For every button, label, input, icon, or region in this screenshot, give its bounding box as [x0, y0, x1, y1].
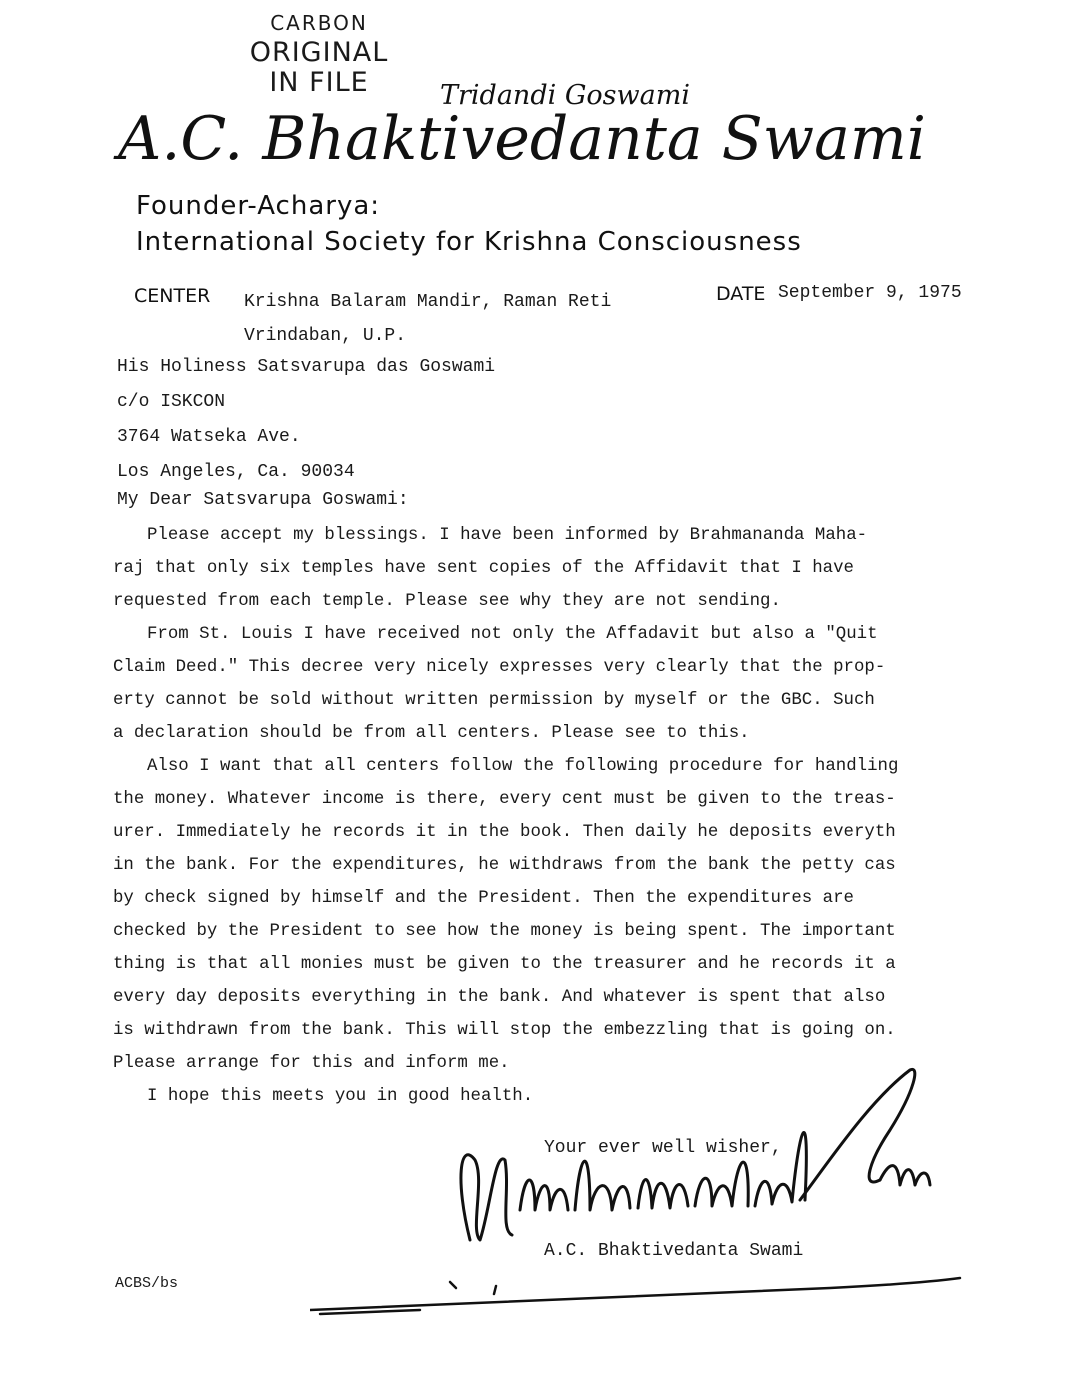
- recipient-line-4: Los Angeles, Ca. 90034: [117, 462, 355, 482]
- letterhead-name: A.C. Bhaktivedanta Swami: [118, 104, 926, 174]
- body-line: in the bank. For the expenditures, he withdraws from the bank the petty cas: [113, 856, 896, 875]
- body-line: I hope this meets you in good health.: [147, 1087, 534, 1106]
- reference-initials: ACBS/bs: [115, 1275, 179, 1292]
- carbon-stamp: [244, 8, 394, 98]
- body-line: the money. Whatever income is there, every cent must be given to the treas-: [113, 790, 896, 809]
- body-line: every day deposits everything in the bank. And whatever is spent that also: [113, 988, 886, 1007]
- body-line: urer. Immediately he records it in the book. Then daily he deposits everyth: [113, 823, 896, 842]
- body-line: thing is that all monies must be given to the treasurer and he records it a: [113, 955, 896, 974]
- center-address: [244, 285, 611, 353]
- stamp-line-1: CARBON: [270, 11, 368, 35]
- center-address-line-2: Vrindaban, U.P.: [244, 326, 407, 346]
- body-line: Also I want that all centers follow the following procedure for handling: [147, 757, 899, 776]
- body-line: raj that only six temples have sent copies of the Affidavit that I have: [113, 559, 854, 578]
- recipient-line-3: 3764 Watseka Ave.: [117, 427, 301, 447]
- recipient-line-2: c/o ISKCON: [117, 392, 226, 412]
- body-line: Please arrange for this and inform me.: [113, 1054, 510, 1073]
- recipient-address: [117, 350, 495, 490]
- stamp-line-2: ORIGINAL: [249, 37, 389, 68]
- date-value: September 9, 1975: [778, 283, 962, 303]
- letterhead-title: Tridandi Goswami: [440, 80, 690, 111]
- closing: Your ever well wisher,: [544, 1138, 782, 1158]
- signatory-name: A.C. Bhaktivedanta Swami: [544, 1241, 804, 1261]
- letterhead-founder: [136, 188, 802, 260]
- signature-underline: [310, 1268, 970, 1328]
- body-line: checked by the President to see how the money is being spent. The important: [113, 922, 896, 941]
- recipient-line-1: His Holiness Satsvarupa das Goswami: [117, 357, 496, 377]
- date-label: DATE: [716, 283, 766, 305]
- body-line: is withdrawn from the bank. This will stop the embezzling that is going on.: [113, 1021, 896, 1040]
- center-address-line-1: Krishna Balaram Mandir, Raman Reti: [244, 292, 612, 312]
- body-line: requested from each temple. Please see why they are not sending.: [113, 592, 781, 611]
- stamp-line-3: IN FILE: [269, 67, 369, 98]
- body-line: Please accept my blessings. I have been informed by Brahmananda Maha-: [147, 526, 868, 545]
- letter-body: [113, 519, 983, 1113]
- body-line: a declaration should be from all centers. Please see to this.: [113, 724, 750, 743]
- founder-line-1: Founder-Acharya:: [136, 191, 381, 221]
- founder-line-2: International Society for Krishna Consciousness: [136, 227, 802, 257]
- center-label: CENTER: [134, 285, 211, 307]
- body-line: by check signed by himself and the President. Then the expenditures are: [113, 889, 854, 908]
- body-line: erty cannot be sold without written permission by myself or the GBC. Such: [113, 691, 875, 710]
- body-line: From St. Louis I have received not only the Affadavit but also a "Quit: [147, 625, 878, 644]
- body-line: Claim Deed." This decree very nicely expresses very clearly that the prop-: [113, 658, 886, 677]
- salutation: My Dear Satsvarupa Goswami:: [117, 490, 409, 510]
